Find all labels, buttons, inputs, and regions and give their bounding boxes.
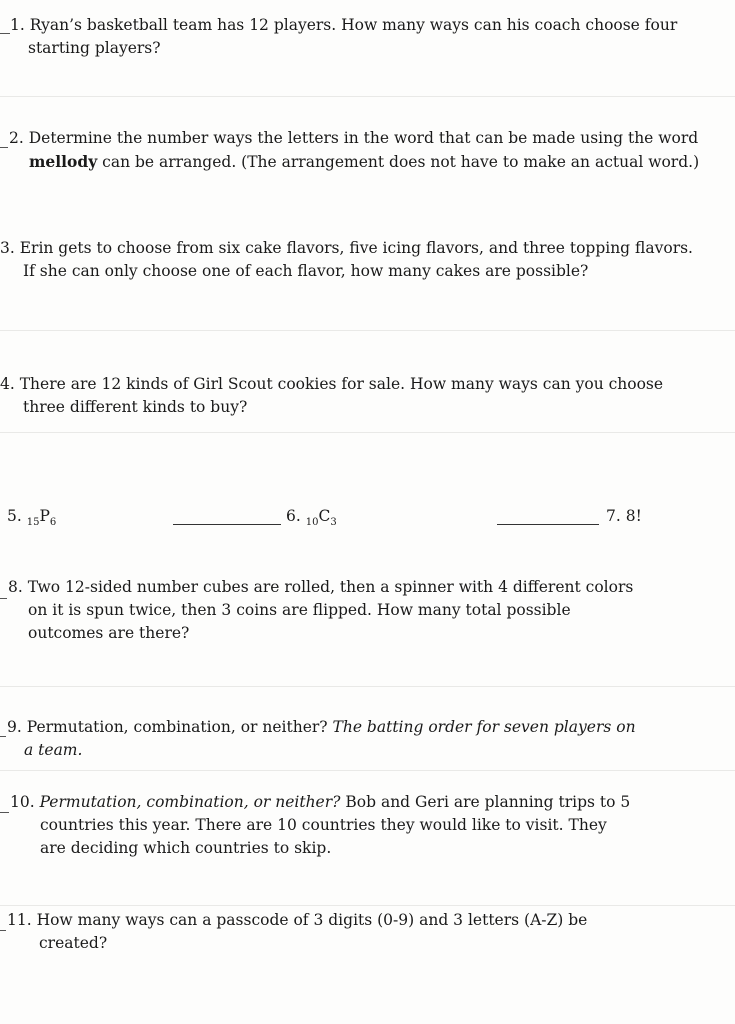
question-8-line-2: on it is spun twice, then 3 coins are flipped. How many total possible [28, 601, 571, 619]
margin-blank [0, 598, 7, 599]
margin-blank [0, 147, 8, 148]
question-5-label: 5. [7, 507, 27, 525]
question-1 [10, 14, 677, 60]
question-2 [9, 127, 699, 174]
question-11-line-1: 11. How many ways can a passcode of 3 digits (0-9) and 3 letters (A-Z) be [7, 911, 588, 929]
question-10-line-3: are deciding which countries to skip. [40, 839, 332, 857]
question-5 [7, 505, 56, 530]
question-9-lead: 9. Permutation, combination, or neither? [7, 718, 333, 736]
question-2-word: mellody [29, 152, 98, 171]
question-6-n: 10 [305, 517, 319, 528]
question-5-r: 6 [49, 517, 57, 528]
bleed-line [0, 905, 735, 906]
question-10-lead: 10. [10, 793, 40, 811]
question-1-line-2: starting players? [28, 39, 161, 57]
bleed-line [0, 432, 735, 433]
question-10 [10, 791, 630, 860]
question-6-label: 6. [286, 507, 306, 525]
question-2-line-1: 2. Determine the number ways the letters in the word that can be made using the word [9, 129, 699, 147]
question-3-line-1: 3. Erin gets to choose from six cake flavors, five icing flavors, and three topping flavors. [0, 239, 693, 257]
question-3 [0, 237, 693, 283]
question-10-line-1: Bob and Geri are planning trips to 5 [340, 793, 631, 811]
question-7 [606, 505, 642, 528]
margin-blank [0, 33, 10, 34]
margin-blank [0, 812, 9, 813]
question-11 [7, 909, 587, 955]
question-9 [7, 716, 636, 762]
question-1-line-1: 1. Ryan’s basketball team has 12 players. How many ways can his coach choose four [10, 16, 678, 34]
question-9-scenario-1: The batting order for seven players on [332, 718, 636, 736]
question-5-operator: P [39, 507, 50, 525]
question-8-line-1: 8. Two 12-sided number cubes are rolled, then a spinner with 4 different colors [8, 578, 634, 596]
bleed-line [0, 96, 735, 97]
question-8 [8, 576, 633, 645]
question-4 [0, 373, 663, 419]
question-8-line-3: outcomes are there? [28, 624, 190, 642]
bleed-line [0, 686, 735, 687]
answer-blank-6[interactable] [497, 524, 599, 525]
question-9-scenario-2: a team. [24, 741, 83, 759]
bleed-line [0, 770, 735, 771]
question-6 [286, 505, 337, 530]
question-7-label: 7. 8! [606, 507, 642, 525]
question-3-line-2: If she can only choose one of each flavor, how many cakes are possible? [23, 262, 589, 280]
margin-blank [0, 736, 6, 737]
question-10-line-2: countries this year. There are 10 countries they would like to visit. They [40, 816, 607, 834]
question-6-r: 3 [330, 517, 337, 528]
question-4-line-1: 4. There are 12 kinds of Girl Scout cookies for sale. How many ways can you choose [0, 375, 664, 393]
question-6-operator: C [318, 507, 331, 525]
answer-blank-5[interactable] [173, 524, 281, 525]
question-10-prompt: Permutation, combination, or neither? [39, 793, 341, 811]
question-2-line-2: can be arranged. (The arrangement does not have to make an actual word.) [97, 153, 700, 171]
question-5-n: 15 [26, 517, 40, 528]
question-4-line-2: three different kinds to buy? [23, 398, 248, 416]
bleed-line [0, 330, 735, 331]
margin-blank [0, 930, 6, 931]
question-11-line-2: created? [39, 934, 108, 952]
